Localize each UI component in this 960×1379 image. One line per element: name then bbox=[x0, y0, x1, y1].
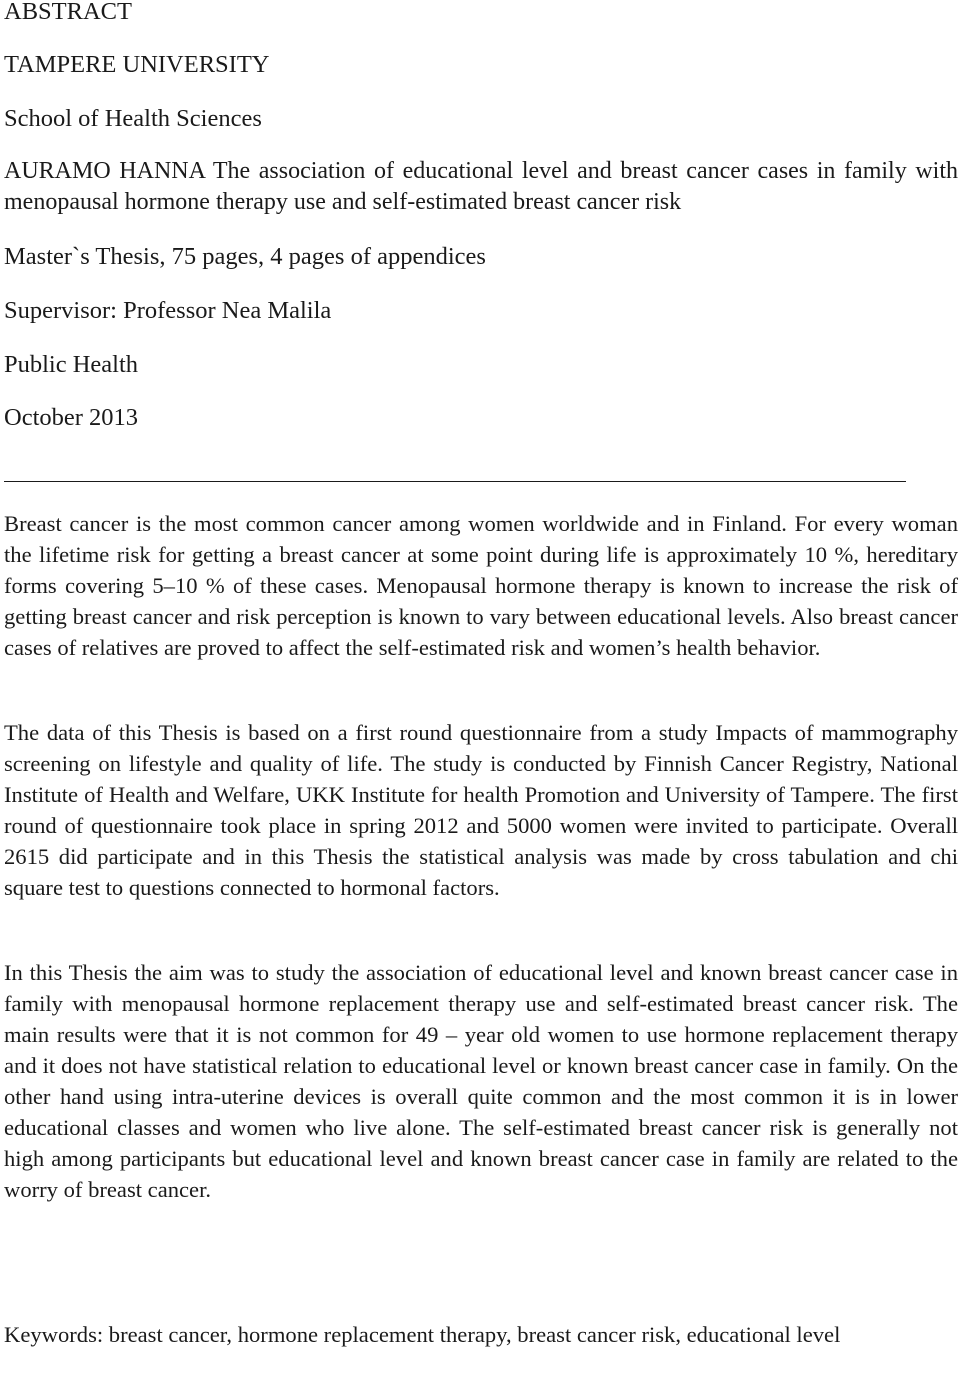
thesis-info: Master`s Thesis, 75 pages, 4 pages of appendices bbox=[4, 243, 486, 270]
abstract-paragraph-2: The data of this Thesis is based on a first round questionnaire from a study Impacts of mammography screening on lifestyle and quality of life. The study is conducted by Finnish Cancer Registry, National Institute of Health and Welfare, UKK Institute for health Promotion and University of Tampere. The first round of questionnaire took place in spring 2012 and 5000 women were invited to participate. Overall 2615 did participate and in this Thesis the statistical analysis was made by cross tabulation and chi square test to questions connected to hormonal factors. bbox=[4, 720, 958, 900]
keywords: Keywords: breast cancer, hormone replacement therapy, breast cancer risk, educational level bbox=[4, 1322, 841, 1347]
subject: Public Health bbox=[4, 351, 139, 378]
abstract-paragraph-3: In this Thesis the aim was to study the association of educational level and known breast cancer case in family with menopausal hormone replacement therapy use and self-estimated breast cancer risk. The main results were that it is not common for 49 – year old women to use hormone replacement therapy and it does not have statistical relation to educational level or known breast cancer case in family. On the other hand using intra-uterine devices is overall quite common and the most common it is in lower educational classes and women who live alone. The self-estimated breast cancer risk is generally not high among participants but educational level and known breast cancer case in family are related to the worry of breast cancer. bbox=[4, 960, 958, 1202]
university-name: TAMPERE UNIVERSITY bbox=[4, 51, 270, 78]
abstract-paragraph-1: Breast cancer is the most common cancer among women worldwide and in Finland. For every woman the lifetime risk for getting a breast cancer at some point during life is approximately 10 %, hereditary forms covering 5–10 % of these cases. Menopausal hormone therapy is known to increase the risk of getting breast cancer and risk perception is known to vary between educational levels. Also breast cancer cases of relatives are proved to affect the self-estimated risk and women’s health behavior. bbox=[4, 511, 958, 660]
divider-line bbox=[4, 481, 906, 482]
supervisor: Supervisor: Professor Nea Malila bbox=[4, 297, 332, 324]
abstract-heading: ABSTRACT bbox=[4, 0, 132, 25]
author-and-title: AURAMO HANNA The association of educational level and breast cancer cases in family with menopausal hormone therapy use and self-estimated breast cancer risk bbox=[4, 158, 958, 215]
date: October 2013 bbox=[4, 404, 139, 431]
school-name: School of Health Sciences bbox=[4, 105, 262, 132]
